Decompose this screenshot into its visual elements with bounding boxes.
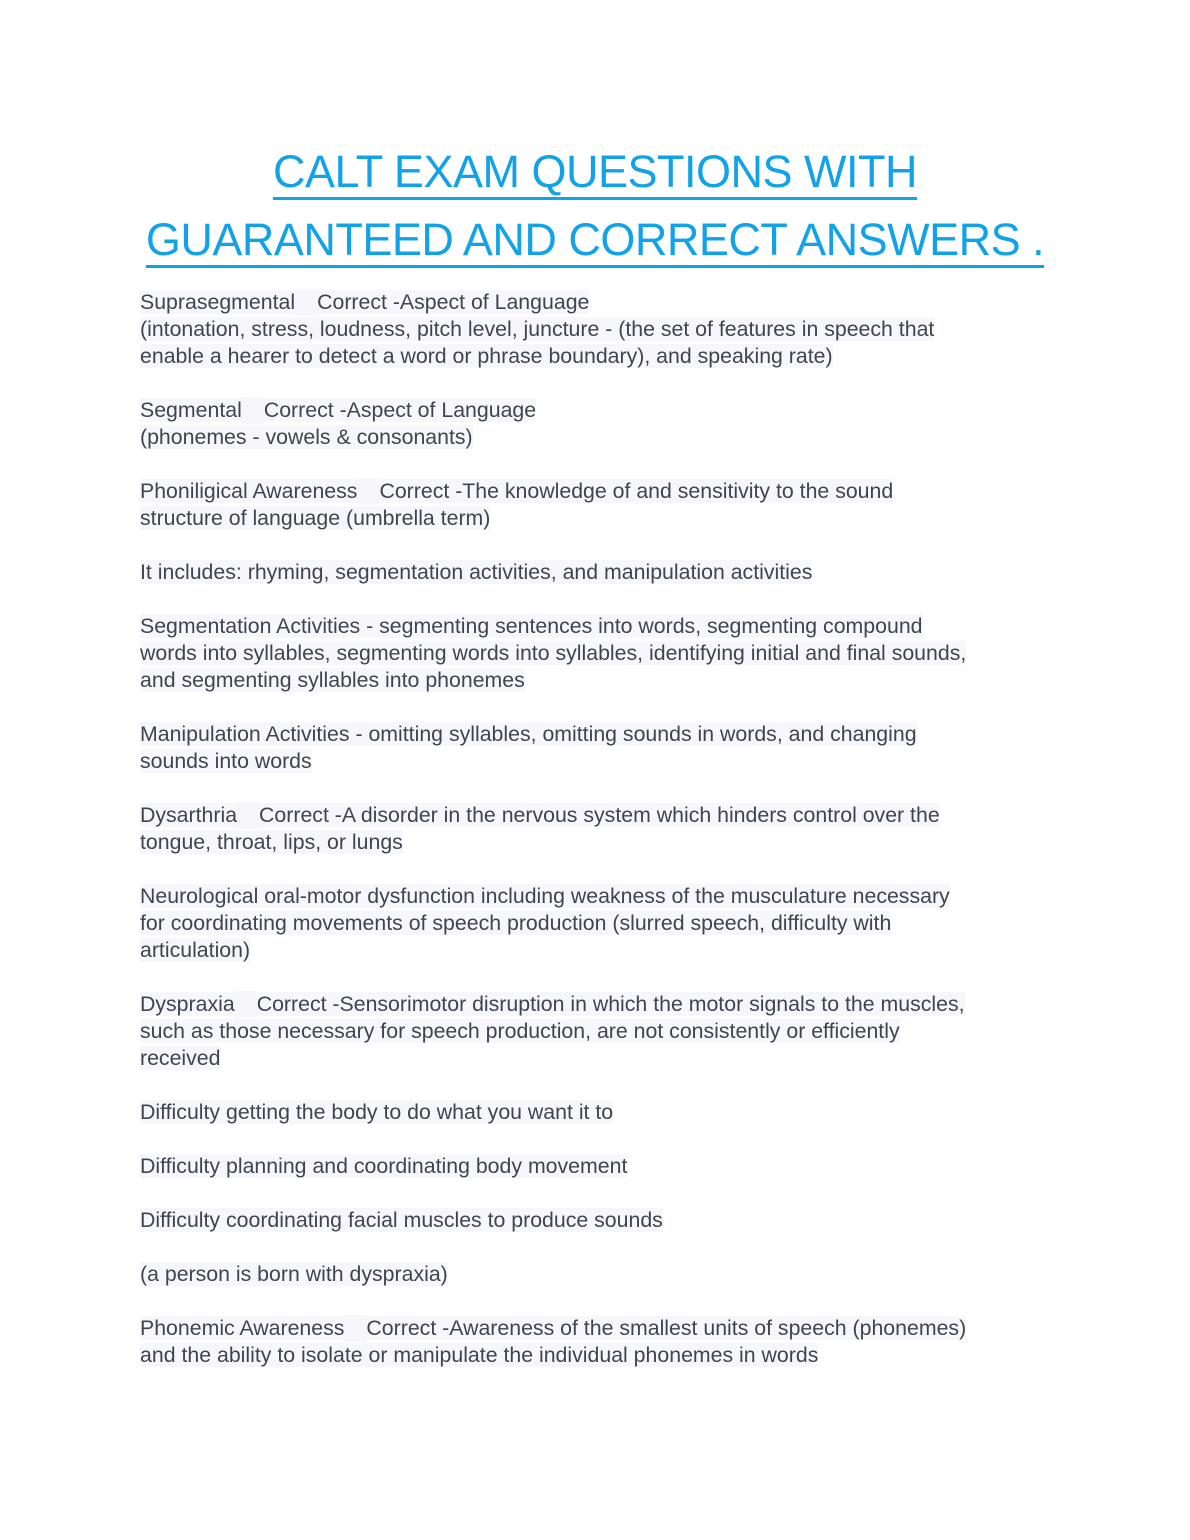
qa-paragraph [140, 1261, 1060, 1288]
line-text: (intonation, stress, loudness, pitch level, juncture - (the set of features in speech that [140, 317, 935, 341]
paragraph-line [140, 559, 1060, 586]
line-text: received [140, 1046, 221, 1070]
line-text: tongue, throat, lips, or lungs [140, 830, 403, 854]
answer-text: Correct -The knowledge of and sensitivity to the sound [379, 479, 894, 503]
line-text: such as those necessary for speech production, are not consistently or efficiently [140, 1019, 900, 1043]
document-title-line-2 [0, 214, 1190, 266]
paragraph-line [140, 829, 1060, 856]
line-text: structure of language (umbrella term) [140, 506, 491, 530]
qa-paragraph [140, 1153, 1060, 1180]
term-text: Segmental [140, 398, 242, 422]
paragraph-line [140, 1207, 1060, 1234]
term-text: Phoniligical Awareness [140, 479, 358, 503]
qa-paragraph [140, 991, 1060, 1072]
paragraph-line [140, 910, 1060, 937]
paragraph-line [140, 1099, 1060, 1126]
qa-paragraph [140, 478, 1060, 532]
qa-paragraph [140, 397, 1060, 451]
answer-text: Correct -A disorder in the nervous system which hinders control over the [259, 803, 940, 827]
line-text: sounds into words [140, 749, 312, 773]
qa-paragraph [140, 802, 1060, 856]
paragraph-line [140, 991, 1060, 1018]
paragraph-line [140, 1018, 1060, 1045]
qa-paragraph [140, 613, 1060, 694]
paragraph-line [140, 424, 1060, 451]
paragraph-line [140, 640, 1060, 667]
line-text: (a person is born with dyspraxia) [140, 1262, 448, 1286]
term-text: Phonemic Awareness [140, 1316, 345, 1340]
line-text: and segmenting syllables into phonemes [140, 668, 525, 692]
paragraph-line [140, 1342, 1060, 1369]
line-text: Neurological oral-motor dysfunction including weakness of the musculature necessary [140, 884, 950, 908]
document-body [140, 289, 1060, 1396]
paragraph-line [140, 397, 1060, 424]
term-text: Dyspraxia [140, 992, 235, 1016]
term-text: Suprasegmental [140, 290, 296, 314]
line-text: Segmentation Activities - segmenting sentences into words, segmenting compound [140, 614, 923, 638]
paragraph-line [140, 667, 1060, 694]
qa-paragraph [140, 883, 1060, 964]
paragraph-line [140, 505, 1060, 532]
answer-text: Correct -Sensorimotor disruption in which the motor signals to the muscles, [256, 992, 965, 1016]
line-text: It includes: rhyming, segmentation activities, and manipulation activities [140, 560, 813, 584]
line-text: enable a hearer to detect a word or phrase boundary), and speaking rate) [140, 344, 833, 368]
paragraph-line [140, 343, 1060, 370]
line-text: articulation) [140, 938, 251, 962]
qa-paragraph [140, 1315, 1060, 1369]
line-text: Manipulation Activities - omitting syllables, omitting sounds in words, and changing [140, 722, 917, 746]
answer-text: Correct -Aspect of Language [317, 290, 590, 314]
paragraph-line [140, 478, 1060, 505]
qa-paragraph [140, 1207, 1060, 1234]
title-text-1: CALT EXAM QUESTIONS WITH [273, 146, 917, 200]
paragraph-line [140, 802, 1060, 829]
line-text: Difficulty getting the body to do what you want it to [140, 1100, 614, 1124]
paragraph-line [140, 1315, 1060, 1342]
answer-text: Correct -Aspect of Language [263, 398, 537, 422]
answer-text: Correct -Awareness of the smallest units of speech (phonemes) [366, 1316, 967, 1340]
paragraph-line [140, 748, 1060, 775]
paragraph-line [140, 1261, 1060, 1288]
line-text: (phonemes - vowels & consonants) [140, 425, 473, 449]
title-text-2: GUARANTEED AND CORRECT ANSWERS . [146, 214, 1044, 268]
paragraph-line [140, 316, 1060, 343]
document-title-line-1 [0, 146, 1190, 198]
paragraph-line [140, 883, 1060, 910]
line-text: words into syllables, segmenting words into syllables, identifying initial and final sounds, [140, 641, 967, 665]
paragraph-line [140, 1045, 1060, 1072]
paragraph-line [140, 721, 1060, 748]
line-text: and the ability to isolate or manipulate the individual phonemes in words [140, 1343, 819, 1367]
paragraph-line [140, 937, 1060, 964]
qa-paragraph [140, 1099, 1060, 1126]
qa-paragraph [140, 289, 1060, 370]
qa-paragraph [140, 721, 1060, 775]
paragraph-line [140, 613, 1060, 640]
term-text: Dysarthria [140, 803, 238, 827]
paragraph-line [140, 1153, 1060, 1180]
line-text: Difficulty planning and coordinating body movement [140, 1154, 628, 1178]
line-text: for coordinating movements of speech production (slurred speech, difficulty with [140, 911, 892, 935]
paragraph-line [140, 289, 1060, 316]
line-text: Difficulty coordinating facial muscles to produce sounds [140, 1208, 663, 1232]
qa-paragraph [140, 559, 1060, 586]
